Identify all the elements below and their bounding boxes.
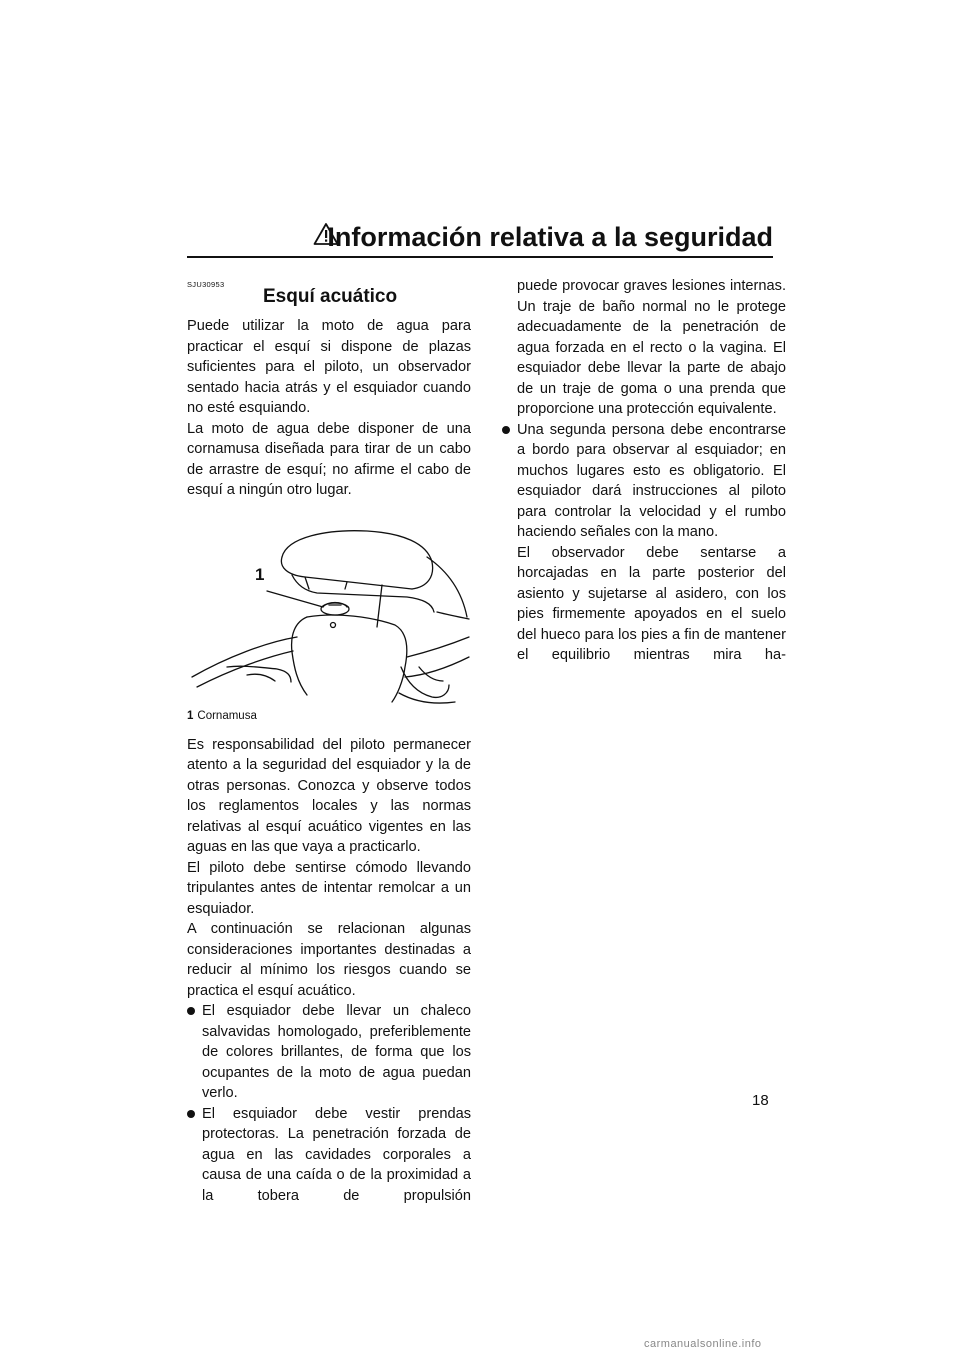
right-column [502, 276, 786, 666]
warning-triangle-icon [313, 222, 339, 246]
watercraft-rear-illustration [187, 517, 471, 707]
bullet-icon [187, 1007, 195, 1015]
figure-callout-number: 1 [255, 564, 265, 584]
footer-watermark: carmanualsonline.info [644, 1338, 762, 1350]
paragraph: El piloto debe sentirse cómodo llevando tripulantes antes de intentar remolcar a un esquiador. [187, 859, 471, 917]
header-title: Información relativa a la seguridad [327, 222, 773, 252]
list-item-text: El esquiador debe vestir prendas protectoras. La penetración forzada de agua en las cavidades corporales a causa de una caída o de la proximidad a la tobera de propulsión [202, 1105, 471, 1204]
list-item [187, 1001, 471, 1104]
list-item [502, 420, 786, 543]
list-item-text: Una segunda persona debe encontrarse a bordo para observar al esquiador; en muchos lugares esto es obligatorio. El esquiador dará instrucciones al piloto para controlar la velocidad y el rumbo haciendo señales con la mano. [517, 421, 786, 540]
list-item-continuation: puede provocar graves lesiones internas. Un traje de baño normal no le protege adecuadamente de la penetración de agua forzada en el recto o la vagina. El esquiador debe llevar la parte de abajo de un traje de goma o una prenda que proporcione una protección equivalente. [517, 278, 786, 417]
section-code: SJU30953 [187, 280, 225, 289]
paragraph: Puede utilizar la moto de agua para practicar el esquí si dispone de plazas suficientes para el piloto, un observador sentado hacia atrás y el esquiador cuando no esté esquiando. [187, 318, 471, 416]
section-title: Esquí acuático [263, 286, 398, 307]
list-item [187, 1104, 471, 1207]
figure-cleat-illustration [187, 517, 471, 707]
list-item-continuation: El observador debe sentarse a horcajadas en la parte posterior del asiento y sujetarse al asidero, con los pies firmemente apoyados en el suelo del hueco para los pies a fin de mantener el equilibrio mientras mira ha- [517, 544, 786, 663]
figure-caption [187, 709, 471, 723]
paragraph: A continuación se relacionan algunas consideraciones importantes destinadas a reducir al mínimo los riesgos cuando se practica el esquí acuático. [187, 921, 471, 999]
bullet-icon [502, 426, 510, 434]
paragraph: Es responsabilidad del piloto permanecer atento a la seguridad del esquiador y la de otras personas. Conozca y observe todos los reglamentos locales y las normas relativas al esquí acuático vigentes en las aguas en las que vaya a practicarlo. [187, 736, 471, 855]
page-header [187, 222, 773, 258]
list-item-text: El esquiador debe llevar un chaleco salvavidas homologado, preferiblemente de colores brillantes, de forma que los ocupantes de la moto de agua puedan verlo. [202, 1003, 471, 1101]
paragraph: La moto de agua debe disponer de una cornamusa diseñada para tirar de un cabo de arrastre de esquí; no afirme el cabo de esquí a ningún otro lugar. [187, 420, 471, 498]
left-column [187, 275, 471, 1206]
caption-text: Cornamusa [197, 709, 257, 722]
bullet-icon [187, 1110, 195, 1118]
page-number: 18 [752, 1092, 769, 1109]
caption-number: 1 [187, 709, 194, 722]
